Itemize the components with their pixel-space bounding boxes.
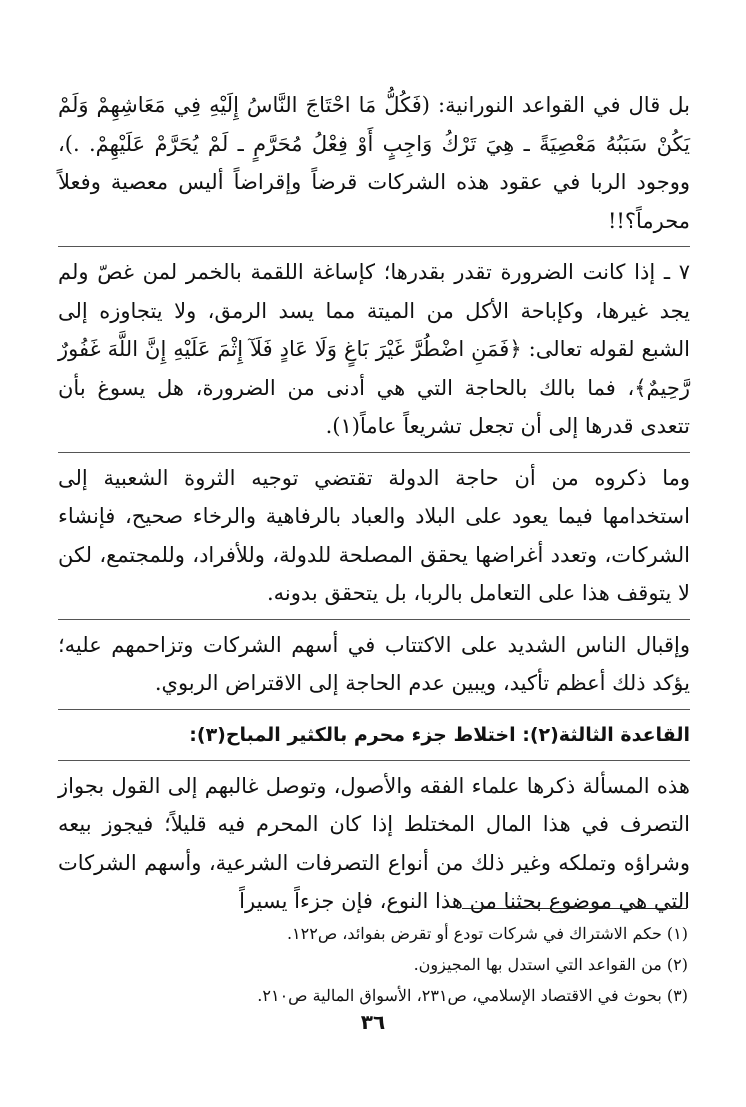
footnote-2: (٢) من القواعد التي استدل بها المجيزون. <box>413 955 688 974</box>
paragraph-mixed-wealth: هذه المسألة ذكرها علماء الفقه والأصول، وتوصل غالبهم إلى القول بجواز التصرف في هذا المال المختلط إذا كان المحرم فيه قليلاً؛ فيجوز بيعه وشراؤه وتملكه وغير ذلك من أنواع التصرفات الشرعية، وأسهم الشركات التي هي موضوع بحثنا من هذا النوع، فإن جزءاً يسيراً <box>58 773 690 913</box>
page-body <box>58 86 690 921</box>
paragraph-state-need: وما ذكروه من أن حاجة الدولة تقتضي توجيه الثروة الشعبية إلى استخدامها فيما يعود على البلاد والعباد بالرفاهية والرخاء صحيح، فإنشاء الشركات، وتعدد أغراضها يحقق المصلحة للدولة، وللأفراد، وللمجتمع، لكن لا يتوقف هذا على التعامل بالربا، بل يتحقق بدونه. <box>58 465 690 605</box>
paragraph-separator <box>58 709 690 710</box>
footnote-1: (١) حكم الاشتراك في شركات تودع أو تقرض بفوائد، ص١٢٢. <box>286 924 688 943</box>
footnote-3: (٣) بحوث في الاقتصاد الإسلامي، ص٢٣١، الأسواق المالية ص٢١٠. <box>257 986 688 1005</box>
page-number: ٣٦ <box>360 1010 386 1034</box>
footnotes <box>56 918 688 1011</box>
paragraph-separator <box>58 619 690 620</box>
paragraph-necessity: ٧ ـ إذا كانت الضرورة تقدر بقدرها؛ كإساغة اللقمة بالخمر لمن غصّ ولم يجد غيرها، وكإباحة الأكل من الميتة مما يسد الرمق، ولا يتجاوزه إلى الشبع لقوله تعالى: ﴿فَمَنِ اضْطُرَّ غَيْرَ بَاغٍ وَلَا عَادٍ فَلَآ إِثْمَ عَلَيْهِ إِنَّ اللَّهَ غَفُورٌ رَّحِيمٌ﴾، فما بالك بالحاجة التي هي أدنى من الضرورة، هل يسوغ بأن تتعدى قدرها إلى أن تجعل تشريعاً عاماً(١). <box>58 260 690 438</box>
paragraph-quote: بل قال في القواعد النورانية: (فَكُلُّ مَا احْتَاجَ النَّاسُ إِلَيْهِ فِي مَعَاشِهِمْ وَلَمْ يَكُنْ سَبَبُهُ مَعْصِيَةً ـ هِيَ تَرْكُ وَاجِبٍ أَوْ فِعْلُ مُحَرَّمٍ ـ لَمْ يُحَرَّمْ عَلَيْهِمْ. .)، ووجود الربا في عقود هذه الشركات قرضاً وإقراضاً أليس معصية وفعلاً محرماً؟!! <box>58 93 690 233</box>
paragraph-separator <box>58 246 690 247</box>
paragraph-separator <box>58 760 690 761</box>
paragraph-subscription: وإقبال الناس الشديد على الاكتتاب في أسهم الشركات وتزاحمهم عليه؛ يؤكد ذلك أعظم تأكيد، ويبين عدم الحاجة إلى الاقتراض الربوي. <box>58 632 690 695</box>
section-heading: القاعدة الثالثة(٢): اختلاط جزء محرم بالكثير المباح(٣): <box>189 723 690 746</box>
paragraph-separator <box>58 452 690 453</box>
footnote-rule <box>462 908 687 909</box>
